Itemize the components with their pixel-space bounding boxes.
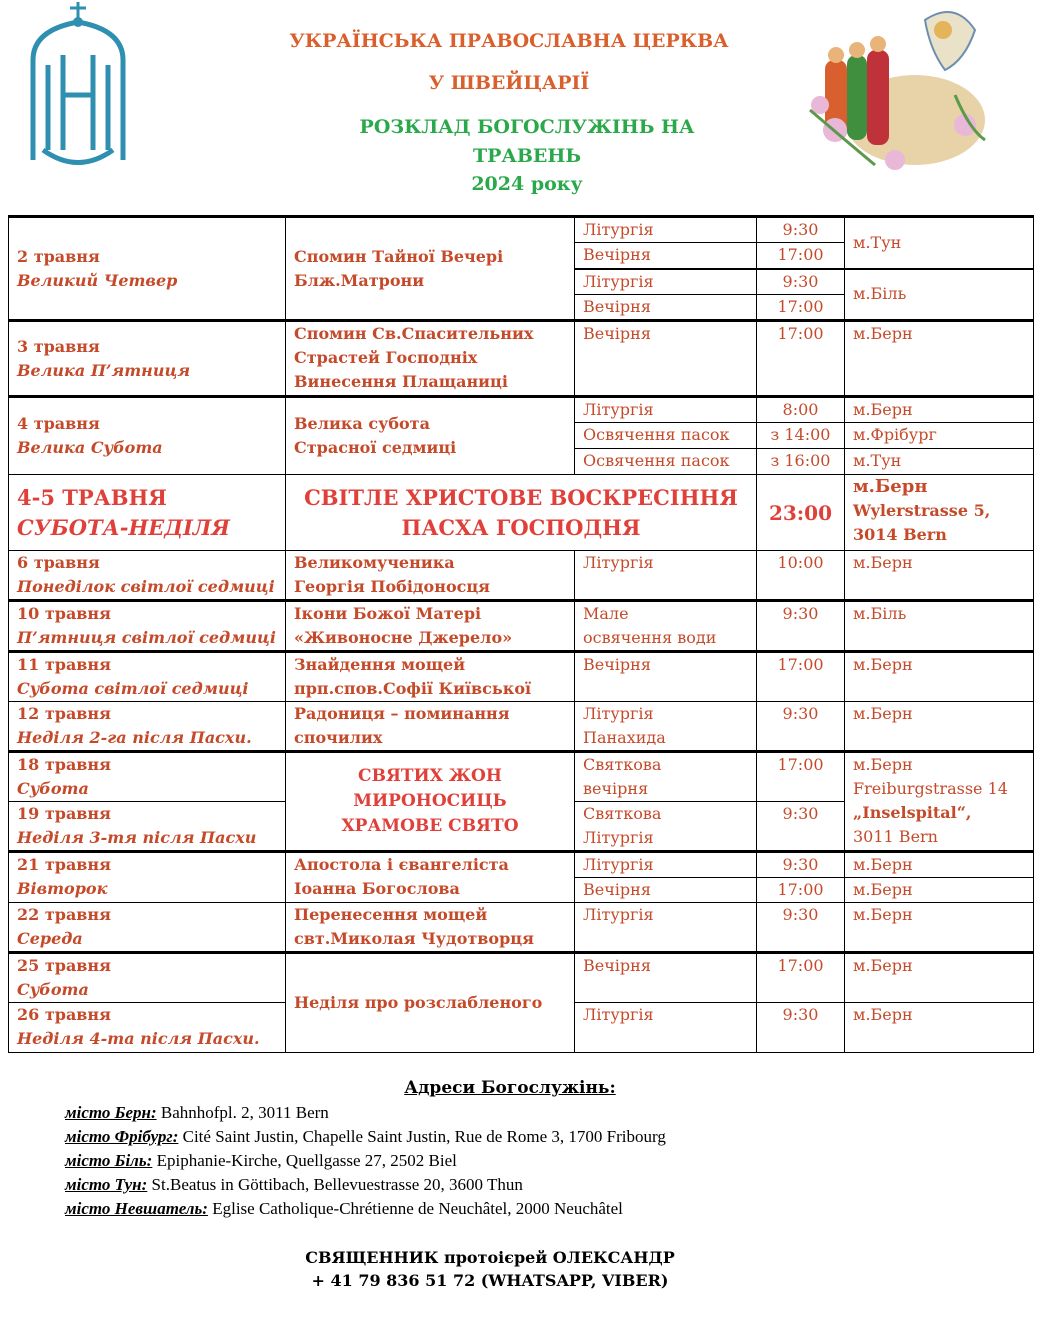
row-feast: Георгія Побідоносця: [294, 577, 490, 596]
row-day: Неділя 2-га після Пасхи.: [17, 728, 252, 747]
service-location: м.Берн: [845, 397, 1034, 423]
address-line: [65, 1199, 623, 1219]
table-row: [9, 852, 1034, 878]
row-date: 26 травня: [17, 1005, 111, 1024]
header-line-1: УКРАЇНСЬКА ПРАВОСЛАВНА ЦЕРКВА: [289, 30, 729, 52]
service-name: Літургія: [575, 397, 757, 423]
table-row: [9, 217, 1034, 243]
myrrhbearers-icon: [805, 0, 990, 175]
row-day: Субота: [17, 779, 89, 798]
service-time: 9:30: [757, 852, 845, 878]
address-line: [65, 1175, 523, 1195]
service-address: Wylerstrasse 5,: [853, 501, 991, 520]
service-name: Літургія: [575, 217, 757, 243]
row-day: Субота: [17, 980, 89, 999]
service-name: Літургія: [583, 704, 654, 723]
schedule-table: [8, 215, 1034, 1053]
service-address: 3014 Bern: [853, 525, 947, 544]
service-time: 17:00: [757, 953, 845, 1003]
service-name: Літургія: [575, 1003, 757, 1053]
table-row: [9, 601, 1034, 652]
row-date: 25 травня: [17, 956, 111, 975]
table-row: [9, 903, 1034, 953]
service-time: 9:30: [757, 802, 845, 852]
service-location: м.Берн: [845, 852, 1034, 878]
row-feast: «Живоносне Джерело»: [294, 628, 513, 647]
row-feast: Неділя про розслабленого: [294, 993, 543, 1012]
row-day: Великий Четвер: [17, 270, 178, 290]
row-feast: Спомин Св.Спасительних: [294, 324, 534, 343]
row-date: 3 травня: [17, 336, 100, 356]
address-line: [65, 1151, 457, 1171]
address-text: Eglise Catholique-Chrétienne de Neuchâtel, 2000 Neuchâtel: [207, 1199, 623, 1218]
row-feast: спочилих: [294, 728, 383, 747]
service-name: Вечірня: [575, 295, 757, 321]
row-feast: Перенесення мощей: [294, 905, 488, 924]
service-location: м.Берн: [853, 476, 928, 497]
service-address: „Inselspital“,: [853, 803, 972, 822]
service-location: м.Тун: [845, 449, 1034, 475]
row-feast: ПАСХА ГОСПОДНЯ: [401, 514, 641, 540]
row-day: Понеділок світлої седмиці: [17, 577, 275, 596]
table-row: [9, 953, 1034, 1003]
row-feast: Ікони Божої Матері: [294, 604, 482, 623]
row-date: 4 травня: [17, 414, 100, 433]
row-date: 18 травня: [17, 755, 111, 774]
service-time: 9:30: [757, 601, 845, 652]
service-name: Літургія: [575, 852, 757, 878]
row-date: 21 травня: [17, 855, 111, 874]
row-feast: Апостола і євангеліста: [294, 855, 509, 874]
header: [0, 0, 1058, 215]
address-text: Epiphanie-Kirche, Quellgasse 27, 2502 Biel: [152, 1151, 457, 1170]
row-feast: Іоанна Богослова: [294, 879, 460, 898]
service-location: м.Берн: [845, 652, 1034, 702]
service-name: Освячення пасок: [575, 423, 757, 449]
service-location: м.Біль: [845, 601, 1034, 652]
service-location: м.Берн: [845, 953, 1034, 1003]
service-name: Панахида: [583, 728, 666, 747]
row-feast: СВІТЛЕ ХРИСТОВЕ ВОСКРЕСІННЯ: [304, 484, 738, 510]
service-time: 17:00: [757, 652, 845, 702]
row-day: П’ятниця світлої седмиці: [17, 628, 276, 647]
row-day: СУБОТА-НЕДІЛЯ: [17, 514, 230, 540]
service-name: Літургія: [575, 903, 757, 953]
service-name: Літургія: [575, 551, 757, 601]
priest-name: СВЯЩЕННИК протоієрей ОЛЕКСАНДР: [305, 1248, 675, 1267]
row-day: Вівторок: [17, 879, 108, 898]
service-location: м.Фрібург: [845, 423, 1034, 449]
address-city: місто Біль:: [65, 1151, 153, 1170]
row-day: Неділя 3-тя після Пасхи: [17, 828, 257, 847]
address-city: місто Берн:: [65, 1103, 157, 1122]
service-name: Вечірня: [575, 878, 757, 903]
address-text: St.Beatus in Göttibach, Bellevuestrasse 20, 3600 Thun: [147, 1175, 523, 1194]
row-day: Субота світлої седмиці: [17, 679, 249, 698]
row-date: 11 травня: [17, 655, 111, 674]
table-row: [9, 752, 1034, 802]
service-location: м.Берн: [845, 903, 1034, 953]
service-time: 17:00: [757, 321, 845, 397]
service-location: м.Біль: [845, 269, 1034, 321]
service-name: Літургія: [575, 269, 757, 295]
service-location: м.Тун: [845, 217, 1034, 269]
row-date: 10 травня: [17, 604, 111, 623]
service-name: вечірня: [583, 779, 649, 798]
row-feast: Страсної седмиці: [294, 438, 457, 457]
service-time: з 14:00: [757, 423, 845, 449]
service-time: 17:00: [757, 752, 845, 802]
row-feast: Спомин Тайної Вечері: [294, 246, 504, 266]
address-city: місто Невшатель:: [65, 1199, 208, 1218]
service-location: м.Берн: [845, 551, 1034, 601]
service-time: 9:30: [757, 269, 845, 295]
table-row: [9, 551, 1034, 601]
service-name: Вечірня: [575, 321, 757, 397]
service-address: Freiburgstrasse 14: [853, 779, 1008, 798]
row-feast: Знайдення мощей: [294, 655, 466, 674]
service-address: 3011 Bern: [853, 827, 938, 846]
service-time: 23:00: [757, 475, 845, 551]
address-text: Cité Saint Justin, Chapelle Saint Justin, Rue de Rome 3, 1700 Fribourg: [178, 1127, 666, 1146]
header-line-2: У ШВЕЙЦАРІЇ: [428, 72, 590, 94]
row-feast: СВЯТИХ ЖОН: [358, 766, 502, 786]
service-location: м.Берн: [845, 1003, 1034, 1053]
service-time: з 16:00: [757, 449, 845, 475]
service-time: 17:00: [757, 243, 845, 269]
service-name: Вечірня: [575, 953, 757, 1003]
header-line-3: РОЗКЛАД БОГОСЛУЖІНЬ НА: [359, 116, 695, 138]
table-row: [9, 397, 1034, 423]
table-row: [9, 652, 1034, 702]
service-location: м.Берн: [845, 878, 1034, 903]
address-city: місто Фрібург:: [65, 1127, 179, 1146]
row-date: 22 травня: [17, 905, 111, 924]
row-feast: свт.Миколая Чудотворця: [294, 929, 534, 948]
row-day: Велика Субота: [17, 438, 163, 457]
address-line: [65, 1103, 329, 1123]
service-location: м.Берн: [845, 702, 1034, 752]
row-date: 12 травня: [17, 704, 111, 723]
service-name: Вечірня: [575, 243, 757, 269]
service-time: 9:30: [757, 702, 845, 752]
service-time: 17:00: [757, 878, 845, 903]
row-day: Велика П’ятниця: [17, 360, 191, 380]
row-feast: Радониця – поминання: [294, 704, 510, 723]
service-name: Освячення пасок: [575, 449, 757, 475]
row-date: 4-5 ТРАВНЯ: [17, 484, 167, 510]
address-city: місто Тун:: [65, 1175, 148, 1194]
service-time: 9:30: [757, 903, 845, 953]
service-time: 17:00: [757, 295, 845, 321]
row-date: 6 травня: [17, 553, 100, 572]
row-feast: Велика субота: [294, 414, 430, 433]
service-name: Мале: [583, 604, 629, 623]
priest-phone: + 41 79 836 51 72 (WHATSAPP, VIBER): [311, 1271, 669, 1290]
service-location: м.Берн: [853, 755, 913, 774]
row-feast: Блж.Матрони: [294, 270, 425, 290]
row-feast: ХРАМОВЕ СВЯТО: [341, 816, 519, 836]
row-feast: Винесення Плащаниці: [294, 372, 508, 391]
row-feast: МИРОНОСИЦЬ: [353, 791, 507, 811]
service-time: 10:00: [757, 551, 845, 601]
service-time: 8:00: [757, 397, 845, 423]
table-row: [9, 321, 1034, 397]
service-location: м.Берн: [845, 321, 1034, 397]
service-name: Вечірня: [575, 652, 757, 702]
service-name: Святкова: [583, 755, 662, 774]
header-line-4: ТРАВЕНЬ: [472, 145, 582, 167]
service-time: 9:30: [757, 217, 845, 243]
row-day: Середа: [17, 929, 83, 948]
service-name: освячення води: [583, 628, 717, 647]
row-feast: Великомученика: [294, 553, 455, 572]
header-line-5: 2024 року: [471, 173, 583, 195]
row-date: 19 травня: [17, 804, 111, 823]
row-day: Неділя 4-та після Пасхи.: [17, 1029, 260, 1048]
row-feast: Страстей Господніх: [294, 348, 478, 367]
service-time: 9:30: [757, 1003, 845, 1053]
table-row: [9, 702, 1034, 752]
table-row: [9, 475, 1034, 551]
row-feast: прп.спов.Софії Київської: [294, 679, 532, 698]
address-text: Bahnhofpl. 2, 3011 Bern: [156, 1103, 329, 1122]
service-name: Літургія: [583, 828, 654, 847]
address-line: [65, 1127, 666, 1147]
service-name: Святкова: [583, 804, 662, 823]
addresses-title: Адреси Богослужінь:: [404, 1078, 616, 1098]
row-date: 2 травня: [17, 246, 100, 266]
